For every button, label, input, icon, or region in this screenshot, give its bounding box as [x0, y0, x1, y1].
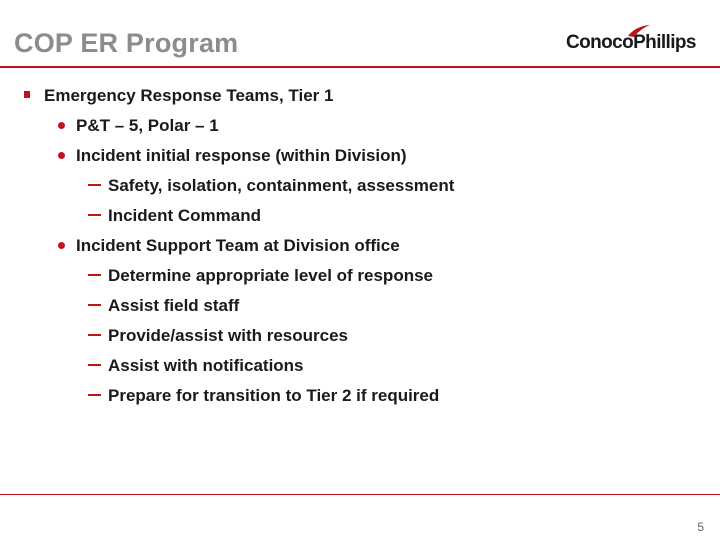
slide-title: COP ER Program	[14, 28, 239, 58]
round-bullet-icon	[58, 122, 65, 129]
header-divider	[0, 66, 720, 68]
footer-divider	[0, 494, 720, 495]
square-bullet-icon	[24, 91, 30, 98]
bullet-level3: Assist with notifications	[108, 356, 304, 375]
round-bullet-icon	[58, 152, 65, 159]
round-bullet-icon	[58, 242, 65, 249]
dash-bullet-icon	[88, 334, 101, 336]
bullet-level3: Incident Command	[108, 206, 262, 225]
conocophillips-logo	[566, 24, 700, 56]
logo-wordmark: ConocoPhillips	[566, 32, 696, 53]
bullet-level3: Assist field staff	[108, 296, 240, 315]
dash-bullet-icon	[88, 364, 101, 366]
bullet-level2: P&T – 5, Polar – 1	[76, 116, 219, 135]
dash-bullet-icon	[88, 304, 101, 306]
logo-swoosh-icon	[626, 24, 652, 38]
dash-bullet-icon	[88, 394, 101, 396]
bullet-level3: Prepare for transition to Tier 2 if required	[108, 386, 440, 405]
bullet-level3: Provide/assist with resources	[108, 326, 348, 345]
bullet-level1: Emergency Response Teams, Tier 1	[44, 86, 334, 105]
dash-bullet-icon	[88, 274, 101, 276]
page-number: 5	[697, 520, 704, 534]
bullet-level2: Incident Support Team at Division office	[76, 236, 400, 255]
bullet-level2: Incident initial response (within Division)	[76, 146, 407, 165]
dash-bullet-icon	[88, 184, 101, 186]
bullet-level3: Determine appropriate level of response	[108, 266, 433, 285]
bullet-level3: Safety, isolation, containment, assessment	[108, 176, 455, 195]
dash-bullet-icon	[88, 214, 101, 216]
